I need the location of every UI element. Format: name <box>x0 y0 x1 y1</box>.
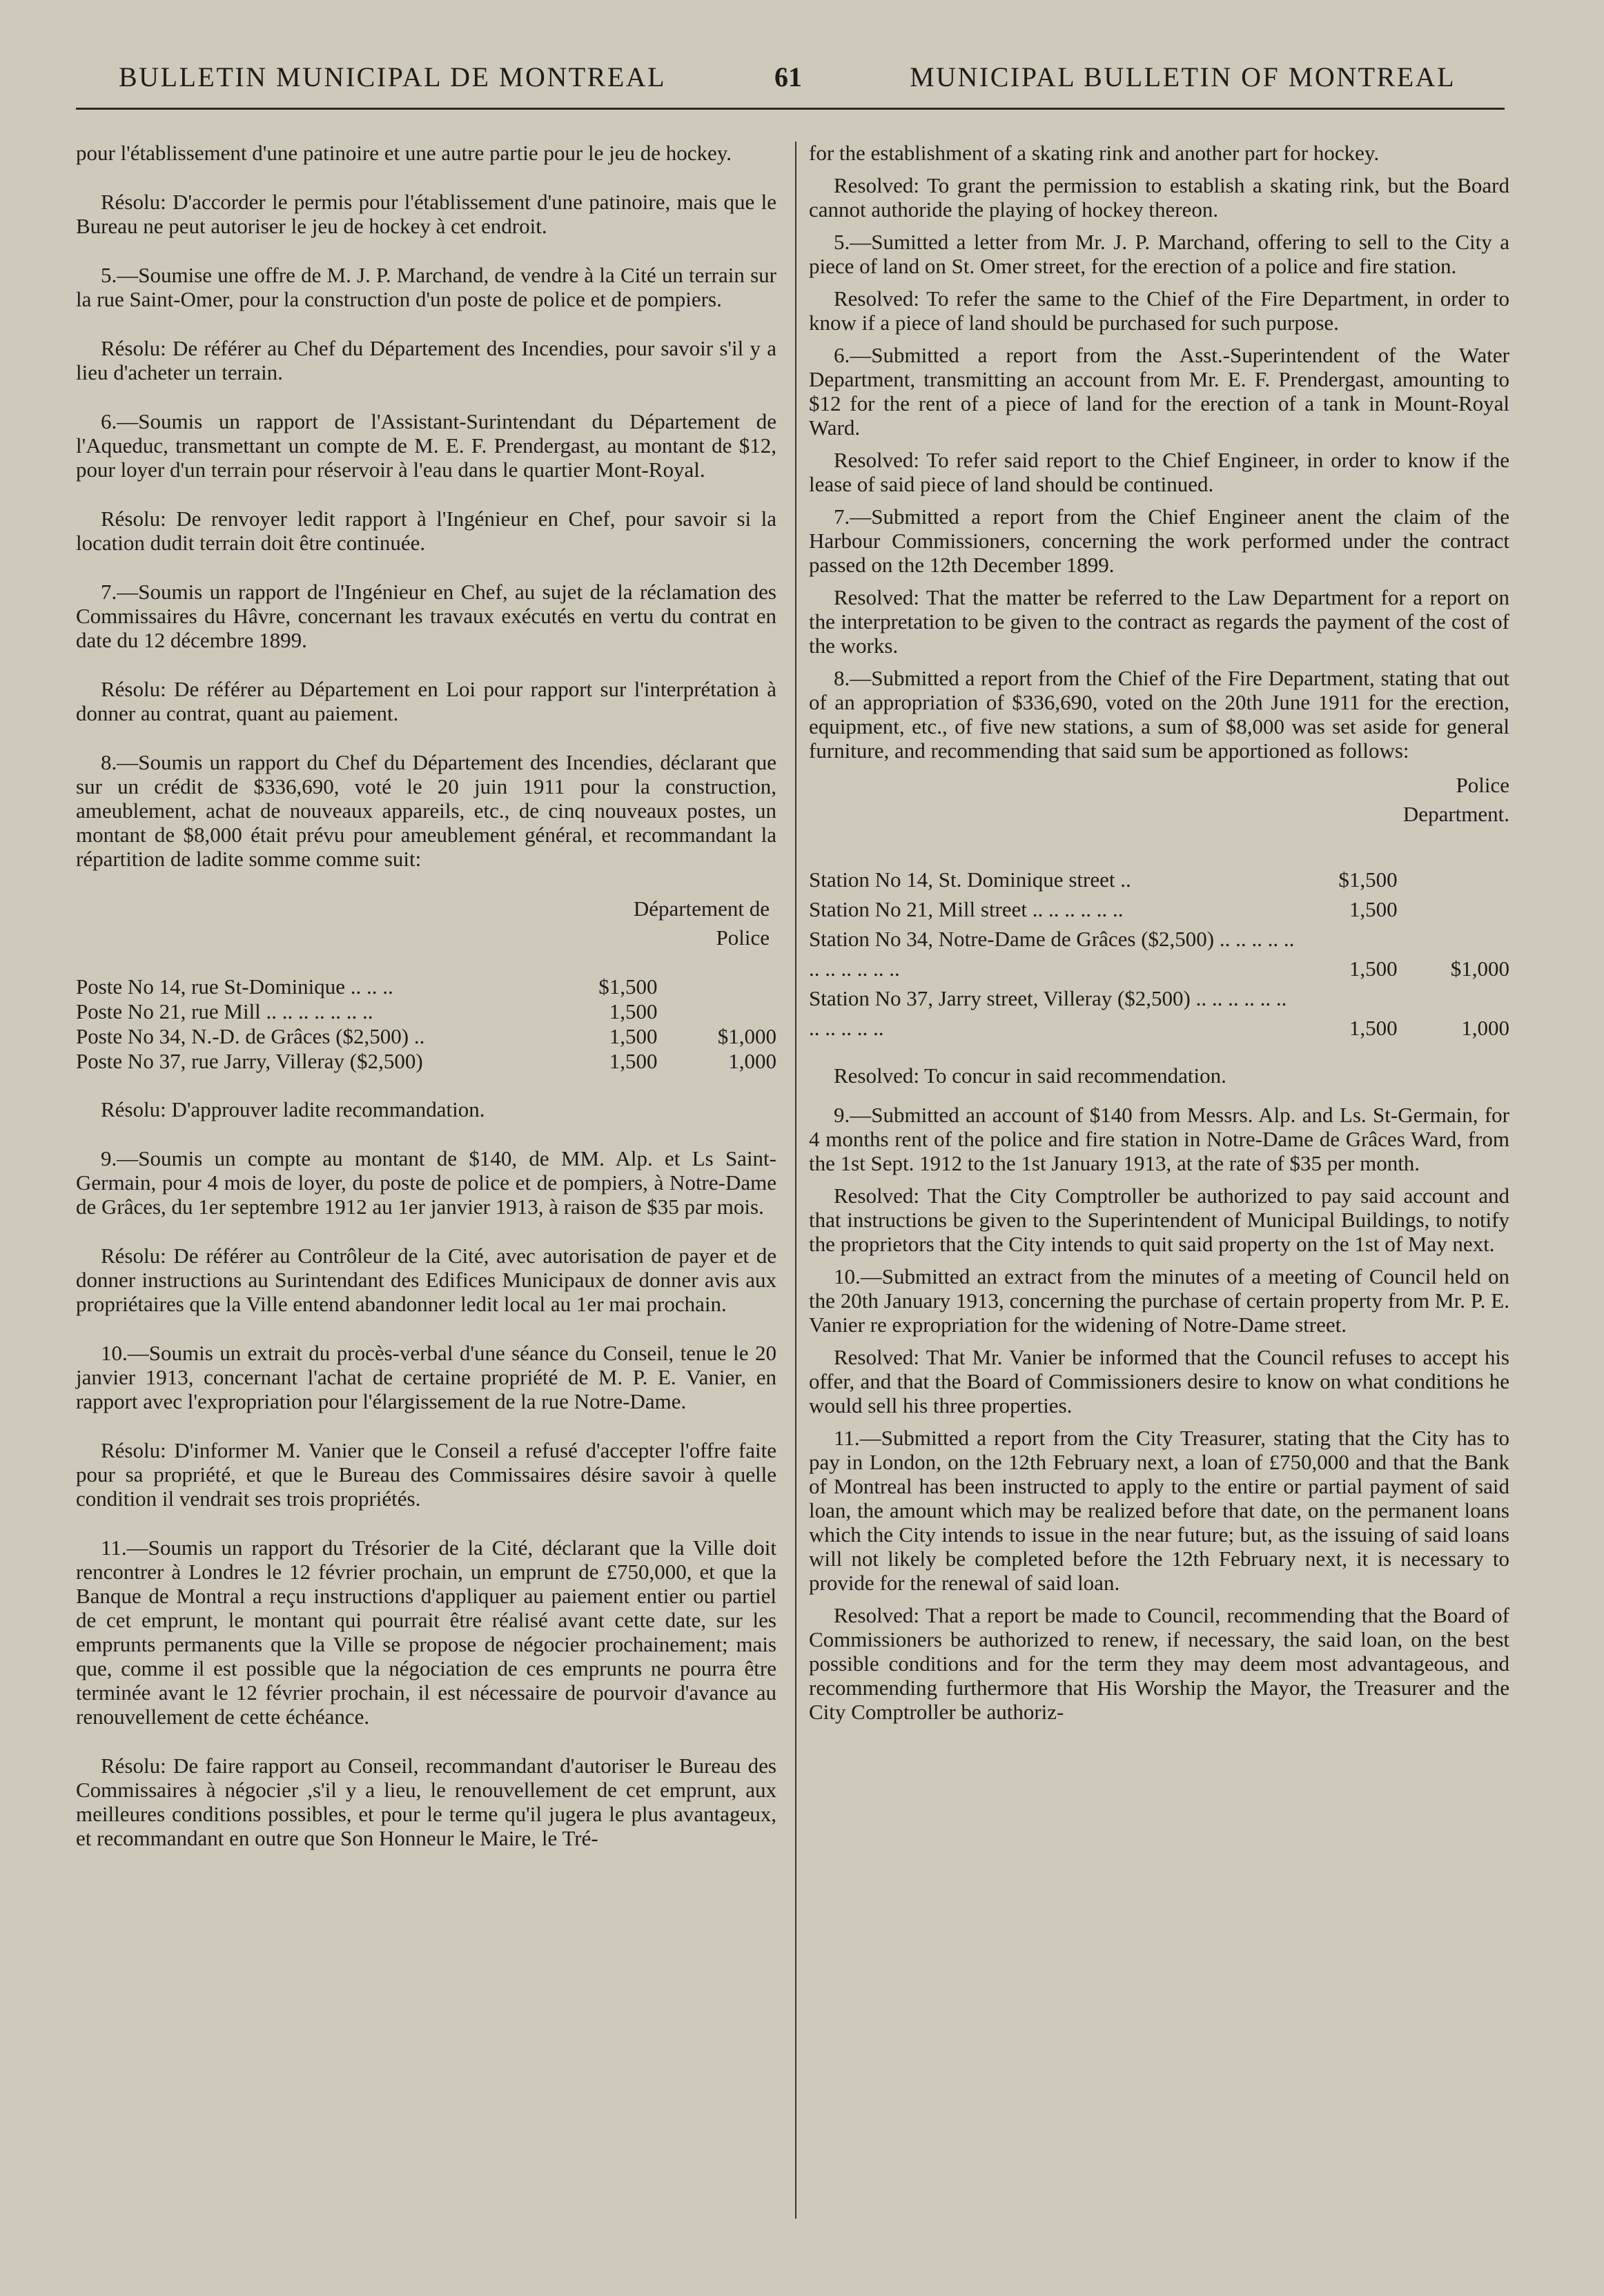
english-paragraph: Resolved: To concur in said recommendation. <box>834 1063 1226 1088</box>
english-allocation-table <box>809 865 1509 1043</box>
table-row <box>809 865 1509 894</box>
english-paragraph: for the establishment of a skating rink and another part for hockey. <box>809 141 1380 165</box>
row-police-amount: 1,000 <box>1461 1016 1509 1040</box>
french-allocation-table <box>76 974 776 1074</box>
header-rule-right <box>801 108 1505 110</box>
page-number: 61 <box>774 61 802 92</box>
table-row <box>809 924 1509 983</box>
row-label: Poste No 37, rue Jarry, Villeray ($2,500) <box>76 1049 423 1073</box>
row-label: Station No 34, Notre-Dame de Grâces ($2,500) .. .. .. .. .. .. .. .. .. .. .. <box>809 927 1295 981</box>
table-row <box>76 1049 776 1074</box>
row-police-amount: $1,000 <box>1450 956 1509 981</box>
header-left-title: BULLETIN MUNICIPAL DE MONTREAL <box>119 61 667 92</box>
french-table-heading: Département de Police <box>633 896 770 950</box>
row-police-amount <box>1398 894 1509 924</box>
french-paragraph: Résolu: De référer au Département en Loi pour rapport sur l'interprétation à donner au contrat, quant au paiement. <box>76 677 776 725</box>
french-paragraph: Résolu: De référer au Contrôleur de la Cité, avec autorisation de payer et de donner instructions au Surintendant des Edifices Municipaux de donner avis aux propriétaires que la Ville entend abandonner ledit local au 1er mai prochain. <box>76 1244 776 1316</box>
french-column <box>76 141 776 1850</box>
row-label: Poste No 21, rue Mill .. .. .. .. .. .. .. <box>76 999 373 1023</box>
french-paragraph: Résolu: De renvoyer ledit rapport à l'Ingénieur en Chef, pour savoir si la location dudit terrain doit être continuée. <box>76 507 776 555</box>
row-label: Poste No 34, N.-D. de Grâces ($2,500) .. <box>76 1024 425 1048</box>
english-paragraph: 5.—Sumitted a letter from Mr. J. P. Marchand, offering to sell to the City a piece of land on St. Omer street, for the erection of a police and fire station. <box>809 230 1509 278</box>
english-paragraph: Resolved: To grant the permission to establish a skating rink, but the Board cannot authoride the playing of hockey thereon. <box>809 173 1509 222</box>
table-row <box>76 999 776 1024</box>
row-label: Station No 14, St. Dominique street .. <box>809 867 1131 892</box>
french-paragraph: 11.—Soumis un rapport du Trésorier de la Cité, déclarant que la Ville doit rencontrer à Londres le 12 février prochain, un emprunt de £750,000, et que la Banque de Montral a reçu instructions d'appliquer au paiement entier ou partiel de cet emprunt, le montant qui pourrait être réalisé avant cette date, sur les emprunts permanents que la Ville se propose de négocier prochainement; mais que, comme il est possible que la négociation de ces emprunts ne pourra être terminée avant le 12 février prochain, il est nécessaire de pourvoir d'avance au renouvellement de cette échéance. <box>76 1535 776 1729</box>
english-paragraph: Resolved: That the matter be referred to the Law Department for a report on the interpretation to be given to the contract as regards the payment of the cost of the works. <box>809 585 1509 658</box>
french-paragraph: Résolu: D'approuver ladite recommandation. <box>101 1097 485 1121</box>
french-paragraph: Résolu: De référer au Chef du Département des Incendies, pour savoir s'il y a lieu d'acheter un terrain. <box>76 336 776 384</box>
row-amount: 1,500 <box>609 999 658 1023</box>
row-police-amount: 1,000 <box>728 1049 776 1073</box>
english-paragraph: 10.—Submitted an extract from the minutes of a meeting of Council held on the 20th January 1913, concerning the purchase of certain property from Mr. P. E. Vanier re expropriation for the widening of Notre-Dame street. <box>809 1264 1509 1337</box>
row-label: Station No 37, Jarry street, Villeray ($2,500) .. .. .. .. .. .. .. .. .. .. .. <box>809 986 1287 1040</box>
english-paragraph: Resolved: That Mr. Vanier be informed that the Council refuses to accept his offer, and that the Board of Commissioners desire to know on what conditions he would sell his three properties. <box>809 1345 1509 1417</box>
french-paragraph: 5.—Soumise une offre de M. J. P. Marchand, de vendre à la Cité un terrain sur la rue Saint-Omer, pour la construction d'un poste de police et de pompiers. <box>76 263 776 311</box>
table-row <box>809 894 1509 924</box>
row-amount: 1,500 <box>1349 1016 1398 1040</box>
row-label: Station No 21, Mill street .. .. .. .. .. .. <box>809 897 1124 921</box>
row-police-amount <box>657 999 776 1024</box>
french-paragraph: 7.—Soumis un rapport de l'Ingénieur en Chef, au sujet de la réclamation des Commissaires du Hâvre, concernant les travaux exécutés en vertu du contrat en date du 12 décembre 1899. <box>76 580 776 652</box>
column-divider <box>795 141 796 2219</box>
english-paragraph: 9.—Submitted an account of $140 from Messrs. Alp. and Ls. St-Germain, for 4 months rent of the police and fire station in Notre-Dame de Grâces Ward, from the 1st Sept. 1912 to the 1st January 1913, at the rate of $35 per month. <box>809 1103 1509 1175</box>
english-table-heading: Police Department. <box>1402 773 1509 826</box>
row-police-amount: $1,000 <box>717 1024 776 1048</box>
english-paragraph: Resolved: To refer the same to the Chief of the Fire Department, in order to know if a piece of land should be purchased for such purpose. <box>809 286 1509 335</box>
row-amount: 1,500 <box>609 1049 658 1073</box>
row-label: Poste No 14, rue St-Dominique .. .. .. <box>76 974 393 999</box>
english-column <box>809 141 1509 1732</box>
french-paragraph: pour l'établissement d'une patinoire et une autre partie pour le jeu de hockey. <box>76 141 732 165</box>
english-paragraph: 7.—Submitted a report from the Chief Engineer anent the claim of the Harbour Commissioners, concerning the work performed under the contract passed on the 12th December 1899. <box>809 504 1509 577</box>
french-paragraph: Résolu: D'accorder le permis pour l'établissement d'une patinoire, mais que le Bureau ne peut autoriser le jeu de hockey à cet endroit. <box>76 190 776 238</box>
row-amount: $1,500 <box>598 974 658 999</box>
row-police-amount <box>1398 865 1509 894</box>
row-amount: 1,500 <box>1349 956 1398 981</box>
row-amount: 1,500 <box>1349 897 1398 921</box>
english-paragraph: 11.—Submitted a report from the City Treasurer, stating that the City has to pay in London, on the 12th February next, a loan of £750,000 and that the Bank of Montreal has been instructed to apply to the entire or partial payment of said loan, the amount which may be realized before that date, on the permanent loans which the City intends to issue in the near future; but, as the issuing of said loans will not likely be completed before the 12th February next, it is necessary to provide for the renewal of said loan. <box>809 1426 1509 1595</box>
table-row <box>76 1024 776 1049</box>
french-paragraph: Résolu: D'informer M. Vanier que le Conseil a refusé d'accepter l'offre faite pour sa propriété, et que le Bureau des Commissaires désire savoir à quelle condition il vendrait ses trois propriétés. <box>76 1438 776 1511</box>
french-paragraph: Résolu: De faire rapport au Conseil, recommandant d'autoriser le Bureau des Commissaires à négocier ,s'il y a lieu, le renouvellement de cet emprunt, aux meilleures conditions possibles, et pour le terme qu'il jugera le plus avantageux, et recommandant en outre que Son Honneur le Maire, le Tré- <box>76 1754 776 1850</box>
row-amount: $1,500 <box>1338 867 1398 892</box>
header-rule-left <box>76 108 801 110</box>
table-row <box>809 983 1509 1043</box>
french-paragraph: 10.—Soumis un extrait du procès-verbal d'une séance du Conseil, tenue le 20 janvier 1913, concernant l'achat de certaine propriété de M. P. E. Vanier, en rapport avec l'expropriation pour l'élargissement de la rue Notre-Dame. <box>76 1341 776 1413</box>
french-paragraph: 6.—Soumis un rapport de l'Assistant-Surintendant du Département de l'Aqueduc, transmettant un compte de M. E. F. Prendergast, au montant de $12, pour loyer d'un terrain pour réservoir à l'eau dans le quartier Mont-Royal. <box>76 409 776 482</box>
row-amount: 1,500 <box>609 1024 658 1048</box>
header-right-title: MUNICIPAL BULLETIN OF MONTREAL <box>910 61 1456 92</box>
english-paragraph: Resolved: That the City Comptroller be authorized to pay said account and that instructions be given to the Superintendent of Municipal Buildings, to notify the proprietors that the City intends to quit said property on the 1st of May next. <box>809 1184 1509 1256</box>
french-paragraph: 9.—Soumis un compte au montant de $140, de MM. Alp. et Ls Saint-Germain, pour 4 mois de loyer, du poste de police et de pompiers, à Notre-Dame de Grâces, du 1er septembre 1912 au 1er janvier 1913, à raison de $35 par mois. <box>76 1146 776 1219</box>
english-paragraph: 8.—Submitted a report from the Chief of the Fire Department, stating that out of an appropriation of $336,690, voted on the 20th June 1911 for the erection, equipment, etc., of five new stations, a sum of $8,000 was set aside for general furniture, and recommending that said sum be apportioned as follows: <box>809 666 1509 763</box>
english-paragraph: Resolved: That a report be made to Council, recommending that the Board of Commissioners be authorized to renew, if necessary, the said loan, on the best possible conditions and for the term they may deem most advantageous, and recommending furthermore that His Worship the Mayor, the Treasurer and the City Comptroller be authoriz- <box>809 1603 1509 1724</box>
row-police-amount <box>657 974 776 999</box>
english-paragraph: 6.—Submitted a report from the Asst.-Superintendent of the Water Department, transmitting an account from Mr. E. F. Prendergast, amounting to $12 for the rent of a piece of land for the erection of a tank in Mount-Royal Ward. <box>809 343 1509 440</box>
french-paragraph: 8.—Soumis un rapport du Chef du Département des Incendies, déclarant que sur un crédit de $336,690, voté le 20 juin 1911 pour la construction, ameublement, achat de nouveaux appareils, etc., de cinq nouveaux postes, un montant de $8,000 était prévu pour ameublement général, et recommandant la répartition de ladite somme comme suit: <box>76 750 776 871</box>
table-row <box>76 974 776 999</box>
english-paragraph: Resolved: To refer said report to the Chief Engineer, in order to know if the lease of said piece of land should be continued. <box>809 448 1509 496</box>
